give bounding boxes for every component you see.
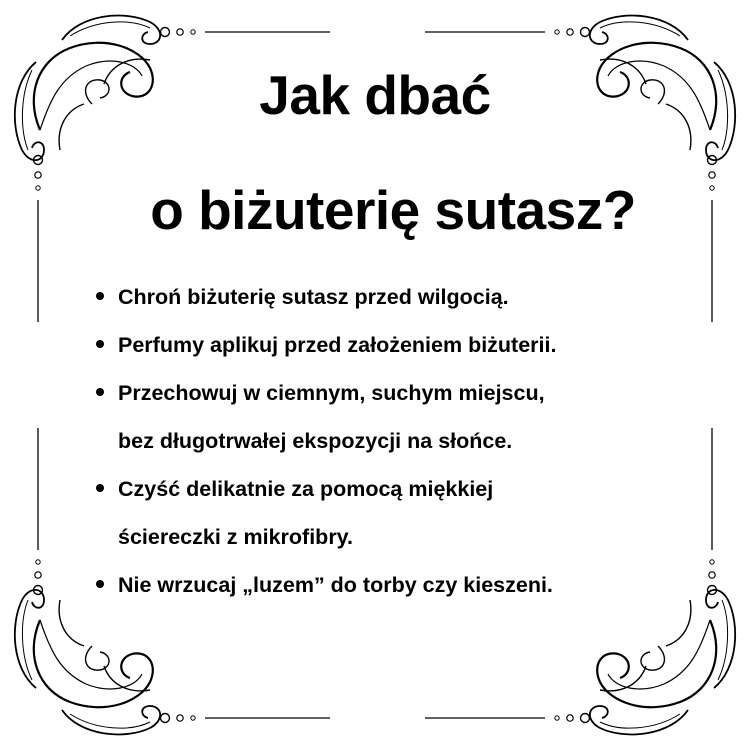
bullet-icon bbox=[96, 388, 104, 396]
tips-list bbox=[118, 273, 718, 609]
tip-item bbox=[118, 273, 718, 321]
title-line-1: Jak dbać bbox=[259, 64, 491, 126]
bullet-icon bbox=[96, 580, 104, 588]
tip-text: Perfumy aplikuj przed założeniem biżuterii. bbox=[118, 333, 557, 357]
tip-item bbox=[118, 465, 718, 561]
tip-text: Nie wrzucaj „luzem” do torby czy kieszeni. bbox=[118, 573, 553, 597]
bullet-icon bbox=[96, 340, 104, 348]
tip-item bbox=[118, 321, 718, 369]
bullet-icon bbox=[96, 484, 104, 492]
tip-text: Chroń biżuterię sutasz przed wilgocią. bbox=[118, 285, 509, 309]
title-line-2: o biżuterię sutasz? bbox=[150, 179, 636, 241]
tip-text-continued: bez długotrwałej ekspozycji na słońce. bbox=[118, 429, 513, 453]
tip-text: Przechowuj w ciemnym, suchym miejscu, bbox=[118, 381, 545, 405]
tip-text: Czyść delikatnie za pomocą miękkiej bbox=[118, 477, 494, 501]
tip-item bbox=[118, 561, 718, 609]
tip-text-continued: ściereczki z mikrofibry. bbox=[118, 525, 354, 549]
tip-item bbox=[118, 369, 718, 465]
bullet-icon bbox=[96, 292, 104, 300]
